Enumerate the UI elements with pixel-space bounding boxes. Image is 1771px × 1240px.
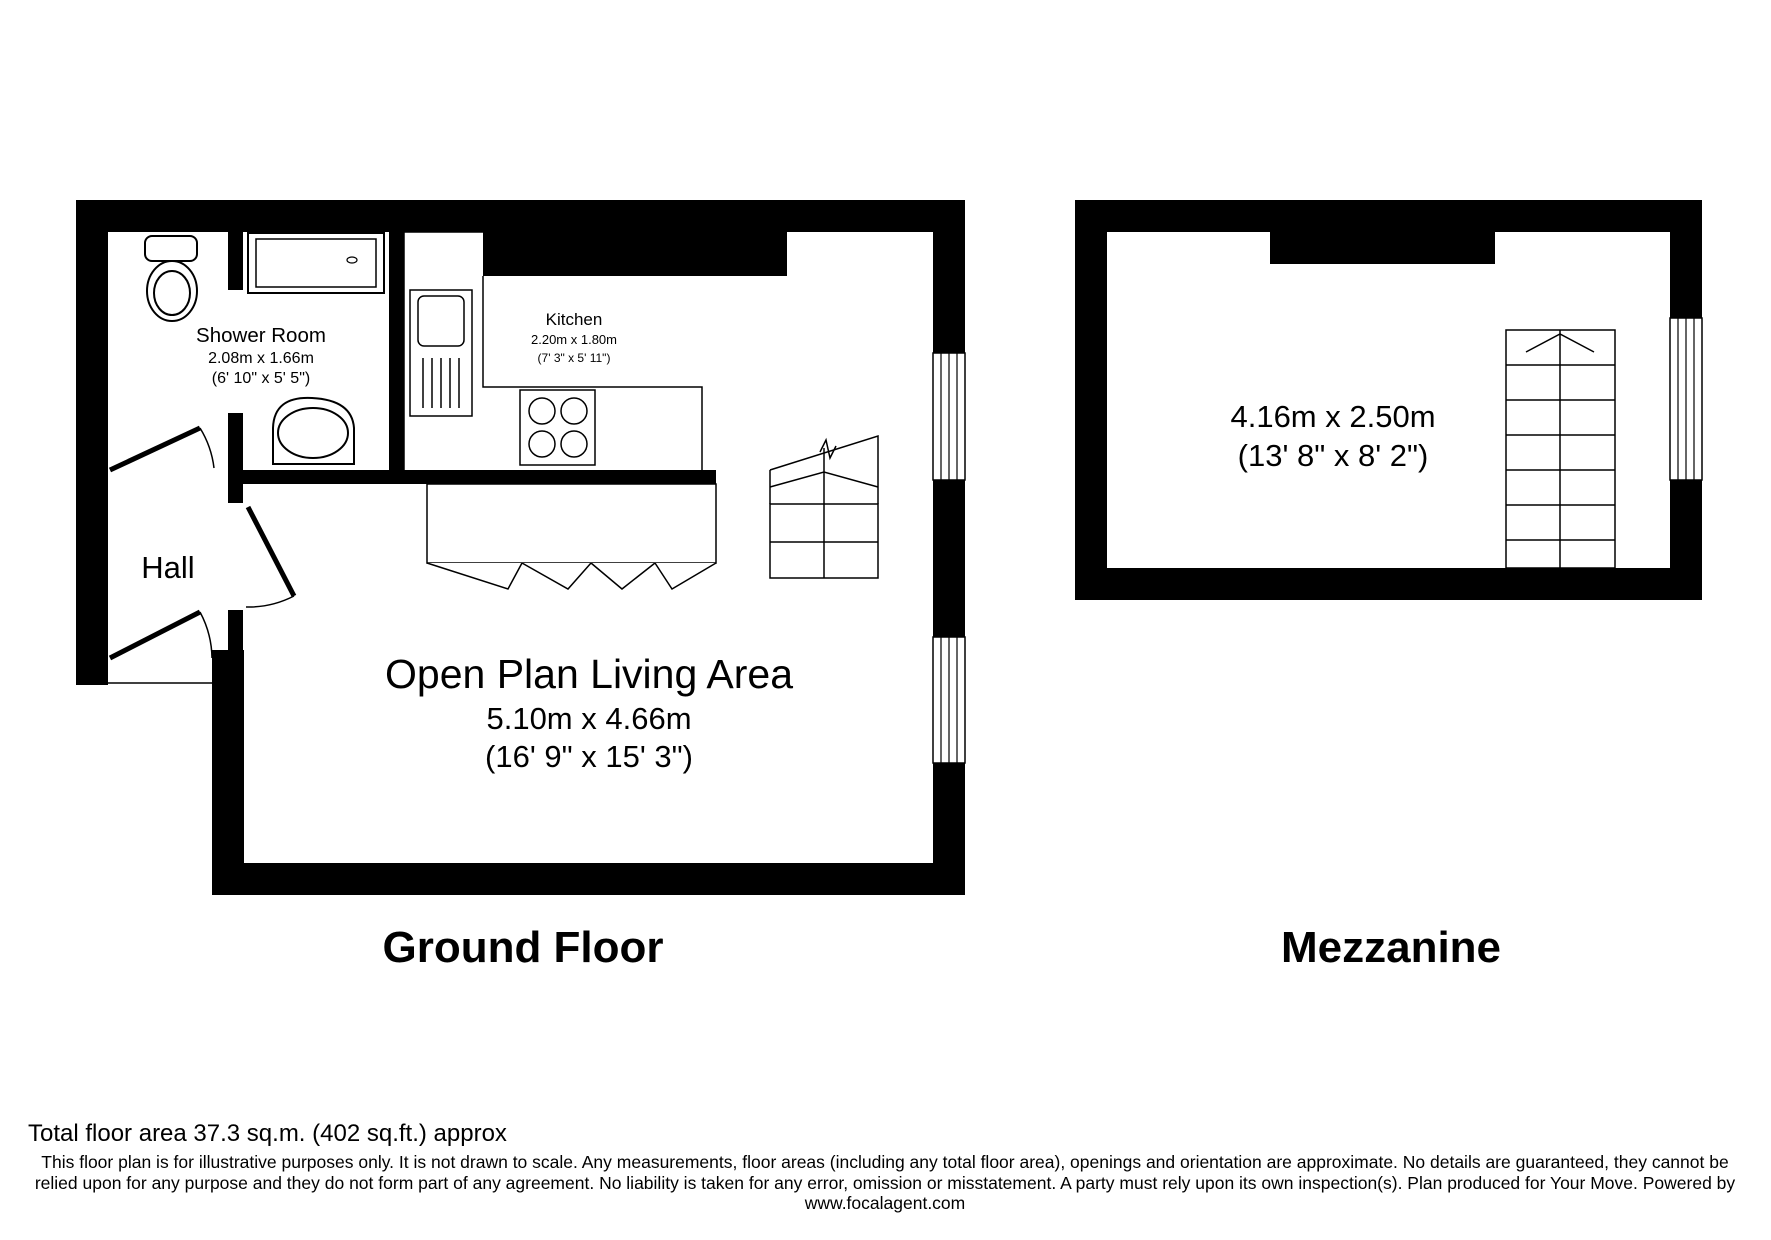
staircase [1506, 330, 1615, 568]
shower-room-imperial: (6' 10" x 5' 5") [211, 370, 311, 387]
staircase [770, 436, 878, 578]
shower-room-name: Shower Room [196, 324, 326, 347]
toilet [145, 236, 197, 321]
hob [520, 390, 595, 465]
mezzanine-title: Mezzanine [1280, 923, 1502, 972]
door [246, 507, 294, 607]
living-area-metric: 5.10m x 4.66m [486, 701, 692, 736]
kitchen-metric: 2.20m x 1.80m [531, 332, 617, 347]
shower-room-metric: 2.08m x 1.66m [208, 350, 314, 367]
breakfast-bar [427, 484, 716, 589]
door [110, 612, 212, 658]
mezzanine-imperial: (13' 8" x 8' 2") [1237, 438, 1429, 473]
ground-floor-title: Ground Floor [382, 923, 664, 972]
mezzanine-plan [1075, 200, 1702, 972]
kitchen-imperial: (7' 3" x 5' 11") [537, 351, 611, 365]
hall-name: Hall [141, 550, 195, 585]
shower-tray [248, 233, 384, 293]
door [110, 428, 214, 470]
disclaimer: This floor plan is for illustrative purposes only. It is not drawn to scale. Any measurements, floor areas (including any total floor area), openings and orientation are approximate. No details are guaranteed, they cannot be relied upon for any purpose and they do not form part of any agreement. No liability is taken for any error, omission or misstatement. A party must rely upon its own inspection(s). Plan produced for Your Move. Powered by www.focalagent.com [34, 1152, 1736, 1213]
kitchen-name: Kitchen [545, 310, 603, 329]
living-area-imperial: (16' 9" x 15' 3") [485, 739, 693, 774]
window [1670, 318, 1702, 480]
ground-floor-plan [76, 200, 965, 972]
living-area-name: Open Plan Living Area [385, 651, 793, 697]
mezzanine-metric: 4.16m x 2.50m [1230, 399, 1436, 434]
window [933, 637, 965, 763]
total-floor-area: Total floor area 37.3 sq.m. (402 sq.ft.) approx [28, 1120, 507, 1147]
wash-basin [273, 398, 354, 464]
window [933, 353, 965, 480]
